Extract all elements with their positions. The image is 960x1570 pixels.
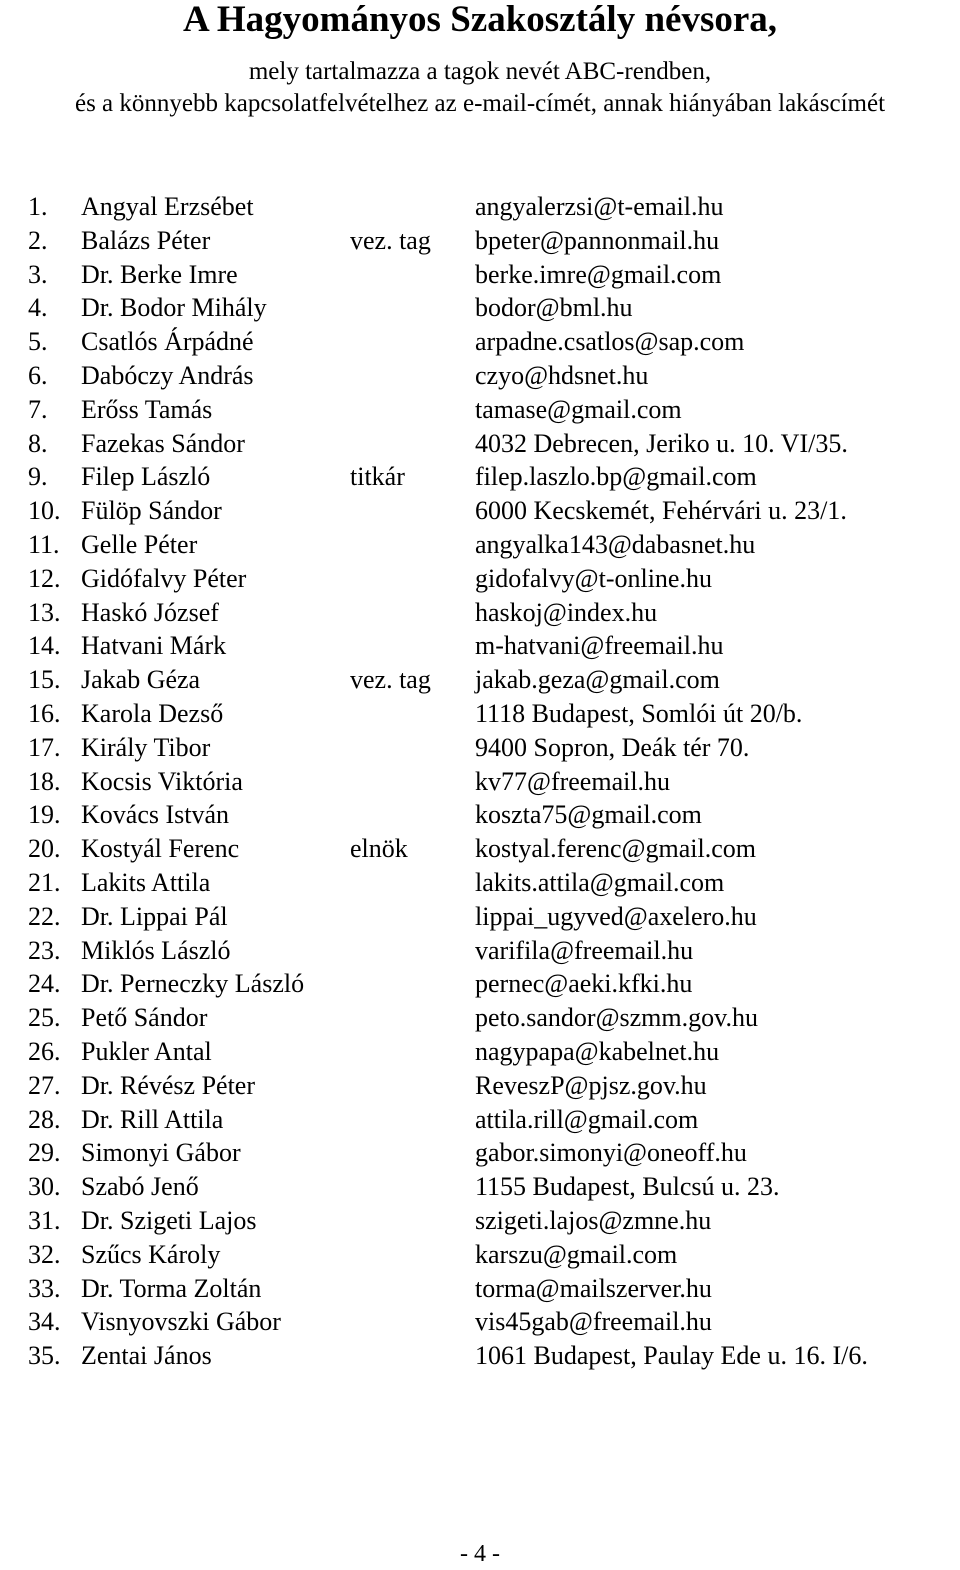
page-title: A Hagyományos Szakosztály névsora, — [182, 0, 778, 40]
member-number: 21. — [28, 867, 61, 897]
member-name: Haskó József — [81, 597, 219, 627]
member-name: Dr. Bodor Mihály — [81, 293, 267, 323]
member-number: 23. — [28, 935, 61, 965]
member-number: 8. — [28, 428, 48, 458]
member-number: 30. — [28, 1172, 61, 1202]
member-name: Dr. Lippai Pál — [81, 901, 228, 931]
list-item — [0, 325, 960, 359]
member-number: 7. — [28, 394, 48, 424]
member-name: Simonyi Gábor — [81, 1138, 241, 1168]
list-item — [0, 1204, 960, 1238]
member-role: vez. tag — [350, 665, 431, 695]
list-item — [0, 224, 960, 258]
member-name: Angyal Erzsébet — [81, 192, 254, 221]
member-name: Dr. Berke Imre — [81, 259, 238, 289]
member-name: Balázs Péter — [81, 225, 211, 255]
list-item — [0, 832, 960, 866]
member-contact: bodor@bml.hu — [475, 293, 633, 323]
member-name: Karola Dezső — [81, 698, 224, 728]
member-name: Csatlós Árpádné — [81, 327, 254, 357]
member-number: 27. — [28, 1070, 61, 1100]
member-contact: koszta75@gmail.com — [475, 800, 702, 830]
list-item — [0, 427, 960, 461]
member-contact: lakits.attila@gmail.com — [475, 867, 725, 897]
member-number: 11. — [28, 529, 60, 559]
list-item — [0, 1069, 960, 1103]
member-number: 24. — [28, 969, 61, 999]
list-item — [0, 562, 960, 596]
member-contact: karszu@gmail.com — [475, 1239, 678, 1269]
list-item — [0, 1170, 960, 1204]
list-item — [0, 190, 960, 224]
member-contact: kostyal.ferenc@gmail.com — [475, 834, 756, 864]
list-item — [0, 1136, 960, 1170]
member-contact: m-hatvani@freemail.hu — [475, 631, 724, 661]
list-item — [0, 934, 960, 968]
member-role: elnök — [350, 834, 408, 864]
list-item — [0, 663, 960, 697]
member-role: titkár — [350, 462, 405, 492]
member-contact: 1118 Budapest, Somlói út 20/b. — [475, 698, 803, 728]
list-item — [0, 765, 960, 799]
list-item — [0, 291, 960, 325]
member-number: 13. — [28, 597, 61, 627]
member-name: Dabóczy András — [81, 360, 254, 390]
member-contact: gabor.simonyi@oneoff.hu — [475, 1138, 747, 1168]
member-name: Király Tibor — [81, 732, 211, 762]
member-name: Dr. Torma Zoltán — [81, 1273, 262, 1303]
member-contact: filep.laszlo.bp@gmail.com — [475, 462, 757, 492]
member-contact: jakab.geza@gmail.com — [475, 665, 720, 695]
member-number: 10. — [28, 496, 61, 526]
list-item — [0, 1272, 960, 1306]
member-name: Dr. Szigeti Lajos — [81, 1205, 257, 1235]
member-contact: 6000 Kecskemét, Fehérvári u. 23/1. — [475, 496, 847, 526]
list-item — [0, 460, 960, 494]
member-contact: tamase@gmail.com — [475, 394, 682, 424]
list-item — [0, 697, 960, 731]
member-number: 14. — [28, 631, 61, 661]
member-number: 15. — [28, 665, 61, 695]
member-contact: lippai_ugyved@axelero.hu — [475, 901, 757, 931]
list-item — [0, 258, 960, 292]
member-number: 25. — [28, 1003, 61, 1033]
member-name: Miklós László — [81, 935, 231, 965]
page-number: - 4 - — [460, 1541, 500, 1567]
list-item — [0, 596, 960, 630]
member-contact: kv77@freemail.hu — [475, 766, 671, 796]
member-number: 20. — [28, 834, 61, 864]
member-number: 4. — [28, 293, 48, 323]
list-item — [0, 900, 960, 934]
member-contact: 4032 Debrecen, Jeriko u. 10. VI/35. — [475, 428, 848, 458]
member-name: Kostyál Ferenc — [81, 834, 240, 864]
member-contact: berke.imre@gmail.com — [475, 259, 722, 289]
member-contact: torma@mailszerver.hu — [475, 1273, 712, 1303]
member-name: Visnyovszki Gábor — [81, 1307, 281, 1337]
member-number: 3. — [28, 259, 48, 289]
member-number: 26. — [28, 1036, 61, 1066]
member-number: 32. — [28, 1239, 61, 1269]
member-contact: gidofalvy@t-online.hu — [475, 563, 712, 593]
list-item — [0, 866, 960, 900]
member-list — [0, 190, 960, 1373]
list-item — [0, 1238, 960, 1272]
member-name: Erőss Tamás — [81, 394, 213, 424]
member-contact: angyalka143@dabasnet.hu — [475, 529, 756, 559]
member-contact: pernec@aeki.kfki.hu — [475, 969, 693, 999]
member-contact: 1155 Budapest, Bulcsú u. 23. — [475, 1172, 780, 1202]
member-contact: attila.rill@gmail.com — [475, 1104, 699, 1134]
member-name: Filep László — [81, 462, 211, 492]
member-name: Szűcs Károly — [81, 1239, 221, 1269]
member-contact: haskoj@index.hu — [475, 597, 658, 627]
member-contact: ReveszP@pjsz.gov.hu — [475, 1070, 707, 1100]
member-number: 18. — [28, 766, 61, 796]
member-name: Fülöp Sándor — [81, 496, 222, 526]
member-name: Lakits Attila — [81, 867, 211, 897]
member-contact: angyalerzsi@t-email.hu — [475, 192, 724, 221]
member-number: 6. — [28, 360, 48, 390]
member-number: 34. — [28, 1307, 61, 1337]
list-item — [0, 494, 960, 528]
list-item — [0, 967, 960, 1001]
member-number: 22. — [28, 901, 61, 931]
member-number: 29. — [28, 1138, 61, 1168]
member-number: 1. — [28, 192, 48, 221]
member-number: 35. — [28, 1341, 61, 1371]
list-item — [0, 1001, 960, 1035]
list-item — [0, 1305, 960, 1339]
list-item — [0, 1035, 960, 1069]
list-item — [0, 393, 960, 427]
member-number: 19. — [28, 800, 61, 830]
member-contact: arpadne.csatlos@sap.com — [475, 327, 745, 357]
list-item — [0, 731, 960, 765]
member-number: 9. — [28, 462, 48, 492]
list-item — [0, 798, 960, 832]
member-name: Pukler Antal — [81, 1036, 212, 1066]
member-number: 33. — [28, 1273, 61, 1303]
list-item — [0, 359, 960, 393]
member-contact: vis45gab@freemail.hu — [475, 1307, 712, 1337]
member-number: 16. — [28, 698, 61, 728]
list-item — [0, 1103, 960, 1137]
member-name: Dr. Rill Attila — [81, 1104, 224, 1134]
subtitle-line-1: mely tartalmazza a tagok nevét ABC-rendben, — [248, 58, 712, 85]
member-name: Pető Sándor — [81, 1003, 208, 1033]
member-name: Dr. Perneczky László — [81, 969, 305, 999]
member-contact: varifila@freemail.hu — [475, 935, 694, 965]
member-name: Fazekas Sándor — [81, 428, 245, 458]
member-number: 28. — [28, 1104, 61, 1134]
member-contact: peto.sandor@szmm.gov.hu — [475, 1003, 758, 1033]
subtitle-line-2: és a könnyebb kapcsolatfelvételhez az e-mail-címét, annak hiányában lakáscímét — [74, 90, 886, 117]
member-number: 12. — [28, 563, 61, 593]
member-contact: czyo@hdsnet.hu — [475, 360, 649, 390]
member-contact: 1061 Budapest, Paulay Ede u. 16. I/6. — [475, 1341, 868, 1371]
member-name: Kovács István — [81, 800, 230, 830]
list-item — [0, 528, 960, 562]
member-role: vez. tag — [350, 225, 431, 255]
list-item — [0, 629, 960, 663]
member-number: 5. — [28, 327, 48, 357]
member-name: Jakab Géza — [81, 665, 201, 695]
member-name: Zentai János — [81, 1341, 212, 1371]
member-number: 31. — [28, 1205, 61, 1235]
member-number: 17. — [28, 732, 61, 762]
member-name: Gidófalvy Péter — [81, 563, 247, 593]
member-name: Dr. Révész Péter — [81, 1070, 256, 1100]
member-contact: szigeti.lajos@zmne.hu — [475, 1205, 712, 1235]
member-contact: 9400 Sopron, Deák tér 70. — [475, 732, 750, 762]
member-name: Szabó Jenő — [81, 1172, 199, 1202]
list-item — [0, 1339, 960, 1373]
member-name: Kocsis Viktória — [81, 766, 243, 796]
member-name: Gelle Péter — [81, 529, 198, 559]
member-contact: nagypapa@kabelnet.hu — [475, 1036, 720, 1066]
member-name: Hatvani Márk — [81, 631, 227, 661]
member-number: 2. — [28, 225, 48, 255]
member-contact: bpeter@pannonmail.hu — [475, 225, 720, 255]
